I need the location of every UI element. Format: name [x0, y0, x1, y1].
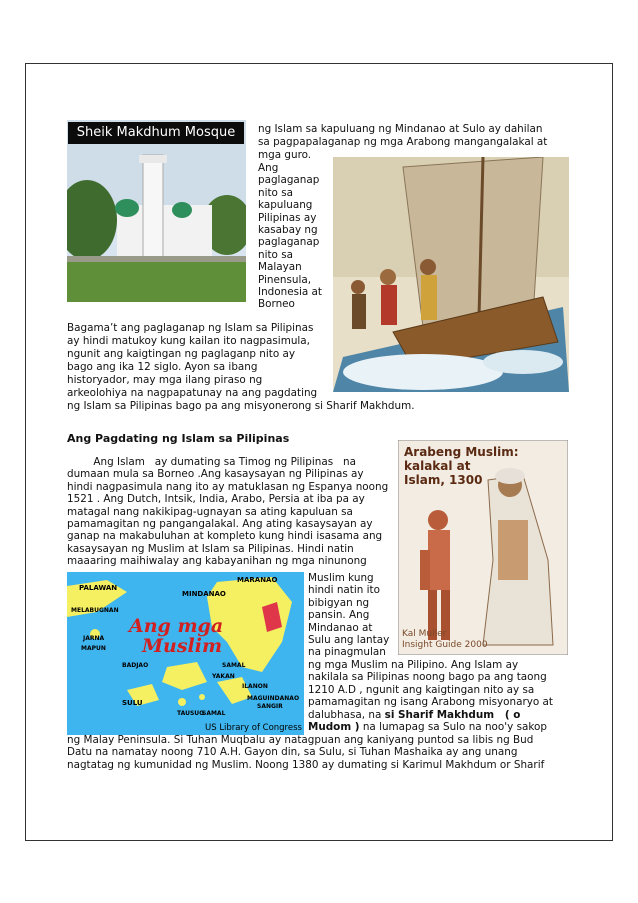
- final-lines: [67, 734, 560, 771]
- map-title-line-1: Ang mga: [129, 615, 224, 637]
- body-line: pamamagitan ng pangangalakal. Ang ating kasaysayan ay: [67, 518, 373, 531]
- arab-credit-2: Insight Guide 2000: [402, 640, 488, 650]
- body-block-a: [67, 456, 394, 568]
- column-word: kapuluang: [258, 199, 313, 212]
- map-label: ILANON: [242, 683, 268, 690]
- map-label: MINDANAO: [182, 590, 226, 598]
- column-word: Ang: [258, 162, 279, 174]
- intro-line-2: sa pagpapalaganap ng mga Arabong mangangalakal at: [258, 136, 548, 148]
- column-word: Pilipinas ay: [258, 211, 317, 224]
- body-line: ganap na makabuluhan at kompleto kung hindi isasama ang: [67, 530, 383, 543]
- map-label: SULU: [122, 699, 143, 707]
- arab-title-line-2: kalakal at: [404, 459, 471, 473]
- arab-credit-1: Kal Muller: [402, 629, 447, 639]
- body-block-b: [308, 659, 559, 721]
- body-line: kasaysayan ng Muslim at Islam sa Pilipinas. Hindi natin: [67, 542, 354, 555]
- body-line: pamamagitan ng isang Arabong misyonaryo at: [308, 696, 553, 709]
- intro-column: [258, 162, 326, 311]
- map-title-line-2: Muslim: [142, 635, 223, 657]
- column-word: Pinensula,: [258, 273, 312, 286]
- beside-map-line: hindi natin ito: [308, 584, 380, 597]
- map-label: BADJAO: [122, 662, 149, 669]
- mudom-post: na lumapag sa Sulo na noo'y sakop: [359, 721, 547, 733]
- body-line: nagtatag ng kumunidad ng Muslim. Noong 1380 ay dumating si Karimul Makhdum or Sharif: [67, 758, 545, 771]
- body-line: maaaring maihiwalay ang kabayanihan ng mga ninunong: [67, 555, 367, 568]
- sharif-bold: si Sharif Makhdum ( o: [384, 708, 521, 721]
- para2-line-2: ay hindi matukoy kung kailan ito nagpasimula,: [67, 335, 310, 347]
- section-heading: Ang Pagdating ng Islam sa Pilipinas: [67, 432, 290, 445]
- body-line: nakilala sa Pilipinas noong bago pa ang taong: [308, 671, 547, 684]
- para2-line-7: ng Islam sa Pilipinas bago pa ang misyonerong si Sharif Makhdum.: [67, 400, 415, 412]
- body-line: dumaan mula sa Borneo .Ang kasaysayan ng Pilipinas ay: [67, 468, 364, 481]
- mosque-caption: Sheik Makdhum Mosque: [68, 122, 244, 144]
- map-label: TAUSUG: [177, 710, 205, 717]
- mudom-bold: Mudom ): [308, 721, 360, 733]
- column-word: Borneo: [258, 298, 295, 311]
- body-line-sharif: [308, 709, 559, 721]
- map-label: YAKAN: [212, 673, 235, 680]
- map-label: MAGUINDANAO: [247, 695, 300, 702]
- body-line: matagal nang nakikipag-ugnayan sa ating kapuluan sa: [67, 505, 353, 518]
- intro-line-3: mga guro.: [258, 149, 312, 161]
- body-line: ng mga Muslim na Pilipino. Ang Islam ay: [308, 659, 519, 671]
- beside-map-line: bibigyan ng: [308, 596, 370, 609]
- column-word: nito sa: [258, 248, 293, 261]
- map-label: MELABUGNAN: [71, 607, 119, 614]
- body-line: 1521 . Ang Dutch, Intsik, India, Arabo, Persia at iba pa ay: [67, 493, 365, 506]
- arab-merchants-image: [398, 440, 568, 655]
- para2-line-1: Bagama’t ang paglaganap ng Islam sa Pilipinas: [67, 322, 314, 334]
- para2-line-3: ngunit ang kaigtingan ng paglaganp nito ay: [67, 348, 296, 360]
- para2-line-6: arkeolohiya na nagpapatunay na ang pagdating: [67, 387, 318, 399]
- map-label: SAMAL: [222, 662, 246, 669]
- intro-line-1: ng Islam sa kapuluang ng Mindanao at Sulo ay dahilan: [258, 123, 543, 135]
- map-label: SAMAL: [202, 710, 226, 717]
- column-word: Malayan: [258, 261, 302, 274]
- body-line: 1210 A.D , ngunit ang kaigtingan nito ay sa: [308, 683, 535, 696]
- arab-title-line-3: Islam, 1300: [404, 473, 483, 487]
- map-label: JARNA: [83, 635, 105, 642]
- map-label: MAPUN: [81, 645, 106, 652]
- beside-map-line: Muslim kung: [308, 572, 374, 584]
- beside-map-line: na pinagmulan: [308, 646, 386, 659]
- arab-title-line-1: Arabeng Muslim:: [404, 445, 519, 459]
- ship-illustration: [333, 157, 569, 392]
- body-line: ng Malay Peninsula. Si Tuhan Muqbalu ay natagpuan ang kaniyang puntod sa libis ng Bud: [67, 734, 534, 746]
- column-word: Indonesia at: [258, 286, 322, 299]
- sharif-pre: dalubhasa, na: [308, 708, 385, 721]
- para2-line-4: bago ang ika 12 siglo. Ayon sa ibang: [67, 361, 258, 373]
- column-word: nito sa: [258, 186, 293, 199]
- muslim-map: [67, 572, 304, 735]
- mosque-photo: [67, 120, 246, 302]
- body-line: Datu na namatay noong 710 A.H. Gayon din, sa Sulu, si Tuhan Mashaika ay ang unang: [67, 746, 518, 759]
- map-label: SANGIR: [257, 703, 283, 710]
- body-line-mudom: [308, 721, 560, 733]
- body-line: hindi nagpasimula nang ito ay matuklasan ng Espanya noong: [67, 480, 389, 493]
- body-line: Ang Islam ay dumating sa Timog ng Pilipinas na: [67, 456, 356, 468]
- map-credit: US Library of Congress: [205, 723, 302, 733]
- column-word: paglaganap: [258, 236, 320, 249]
- map-label: PALAWAN: [79, 584, 118, 592]
- column-word: paglaganap: [258, 174, 320, 187]
- beside-map-column: [308, 572, 394, 659]
- column-word: kasabay ng: [258, 224, 318, 237]
- beside-map-line: pansin. Ang: [308, 609, 370, 622]
- beside-map-line: Mindanao at: [308, 621, 373, 634]
- para2-line-5: historyador, may mga ilang piraso ng: [67, 374, 263, 386]
- beside-map-line: Sulu ang lantay: [308, 634, 390, 647]
- map-label: MARANAO: [237, 576, 278, 584]
